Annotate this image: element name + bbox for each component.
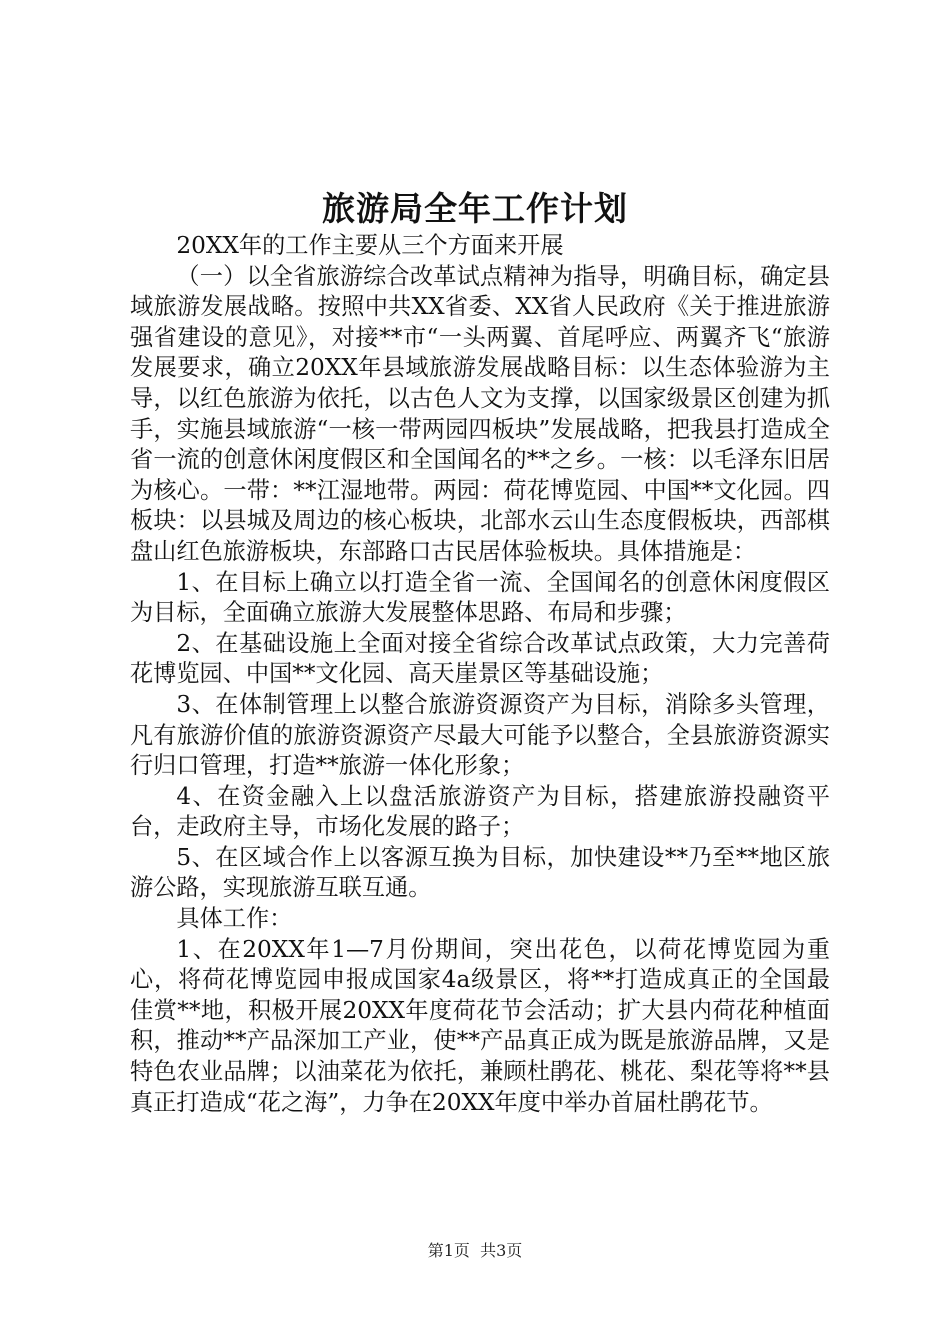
paragraph-measure-3: 3、在体制管理上以整合旅游资源资产为目标，消除多头管理，凡有旅游价值的旅游资源资产尽最大可能予以整合，全县旅游资源实行归口管理，打造**旅游一体化形象； (130, 690, 830, 780)
paragraph-measure-5: 5、在区域合作上以客源互换为目标，加快建设**乃至**地区旅游公路，实现旅游互联互通。 (130, 843, 830, 902)
page-number: 第1页 (427, 1241, 470, 1260)
paragraph-intro: 20XX年的工作主要从三个方面来开展 (176, 232, 564, 259)
document-title: 旅游局全年工作计划 (322, 189, 628, 228)
paragraph-measure-2: 2、在基础设施上全面对接全省综合改革试点政策，大力完善荷花博览园、中国**文化园、高天崖景区等基础设施； (130, 629, 830, 688)
paragraph-specific-work-heading: 具体工作： (176, 905, 293, 933)
document-body (130, 231, 830, 1118)
page-footer (0, 1241, 950, 1261)
paragraph-work-1: 1、在20XX年1—7月份期间，突出花色，以荷花博览园为重心，将荷花博览园申报成国家4a级景区，将**打造成真正的全国最佳赏**地，积极开展20XX年度荷花节会活动；扩大县内荷花种植面积，推动**产品深加工产业，使**产品真正成为既是旅游品牌，又是特色农业品牌；以油菜花为依托，兼顾杜鹃花、桃花、梨花等将**县真正打造成“花之海”，力争在20XX年度中举办首届杜鹃花节。 (130, 935, 830, 1116)
paragraph-measure-1: 1、在目标上确立以打造全省一流、全国闻名的创意休闲度假区为目标，全面确立旅游大发展整体思路、布局和步骤； (130, 568, 830, 627)
page-total: 共3页 (480, 1241, 523, 1260)
paragraph-measure-4: 4、在资金融入上以盘活旅游资产为目标，搭建旅游投融资平台，走政府主导，市场化发展的路子； (130, 782, 830, 841)
paragraph-section-one: （一）以全省旅游综合改革试点精神为指导，明确目标，确定县域旅游发展战略。按照中共XX省委、XX省人民政府《关于推进旅游强省建设的意见》，对接**市“一头两翼、首尾呼应、两翼齐飞“旅游发展要求，确立20XX年县域旅游发展战略目标：以生态体验游为主导，以红色旅游为依托，以古色人文为支撑，以国家级景区创建为抓手，实施县域旅游“一核一带两园四板块”发展战略，把我县打造成全省一流的创意休闲度假区和全国闻名的**之乡。一核：以毛泽东旧居为核心。一带：**江湿地带。两园：荷花博览园、中国**文化园。四板块：以县城及周边的核心板块，北部水云山生态度假板块，西部棋盘山红色旅游板块，东部路口古民居体验板块。具体措施是： (130, 262, 830, 565)
